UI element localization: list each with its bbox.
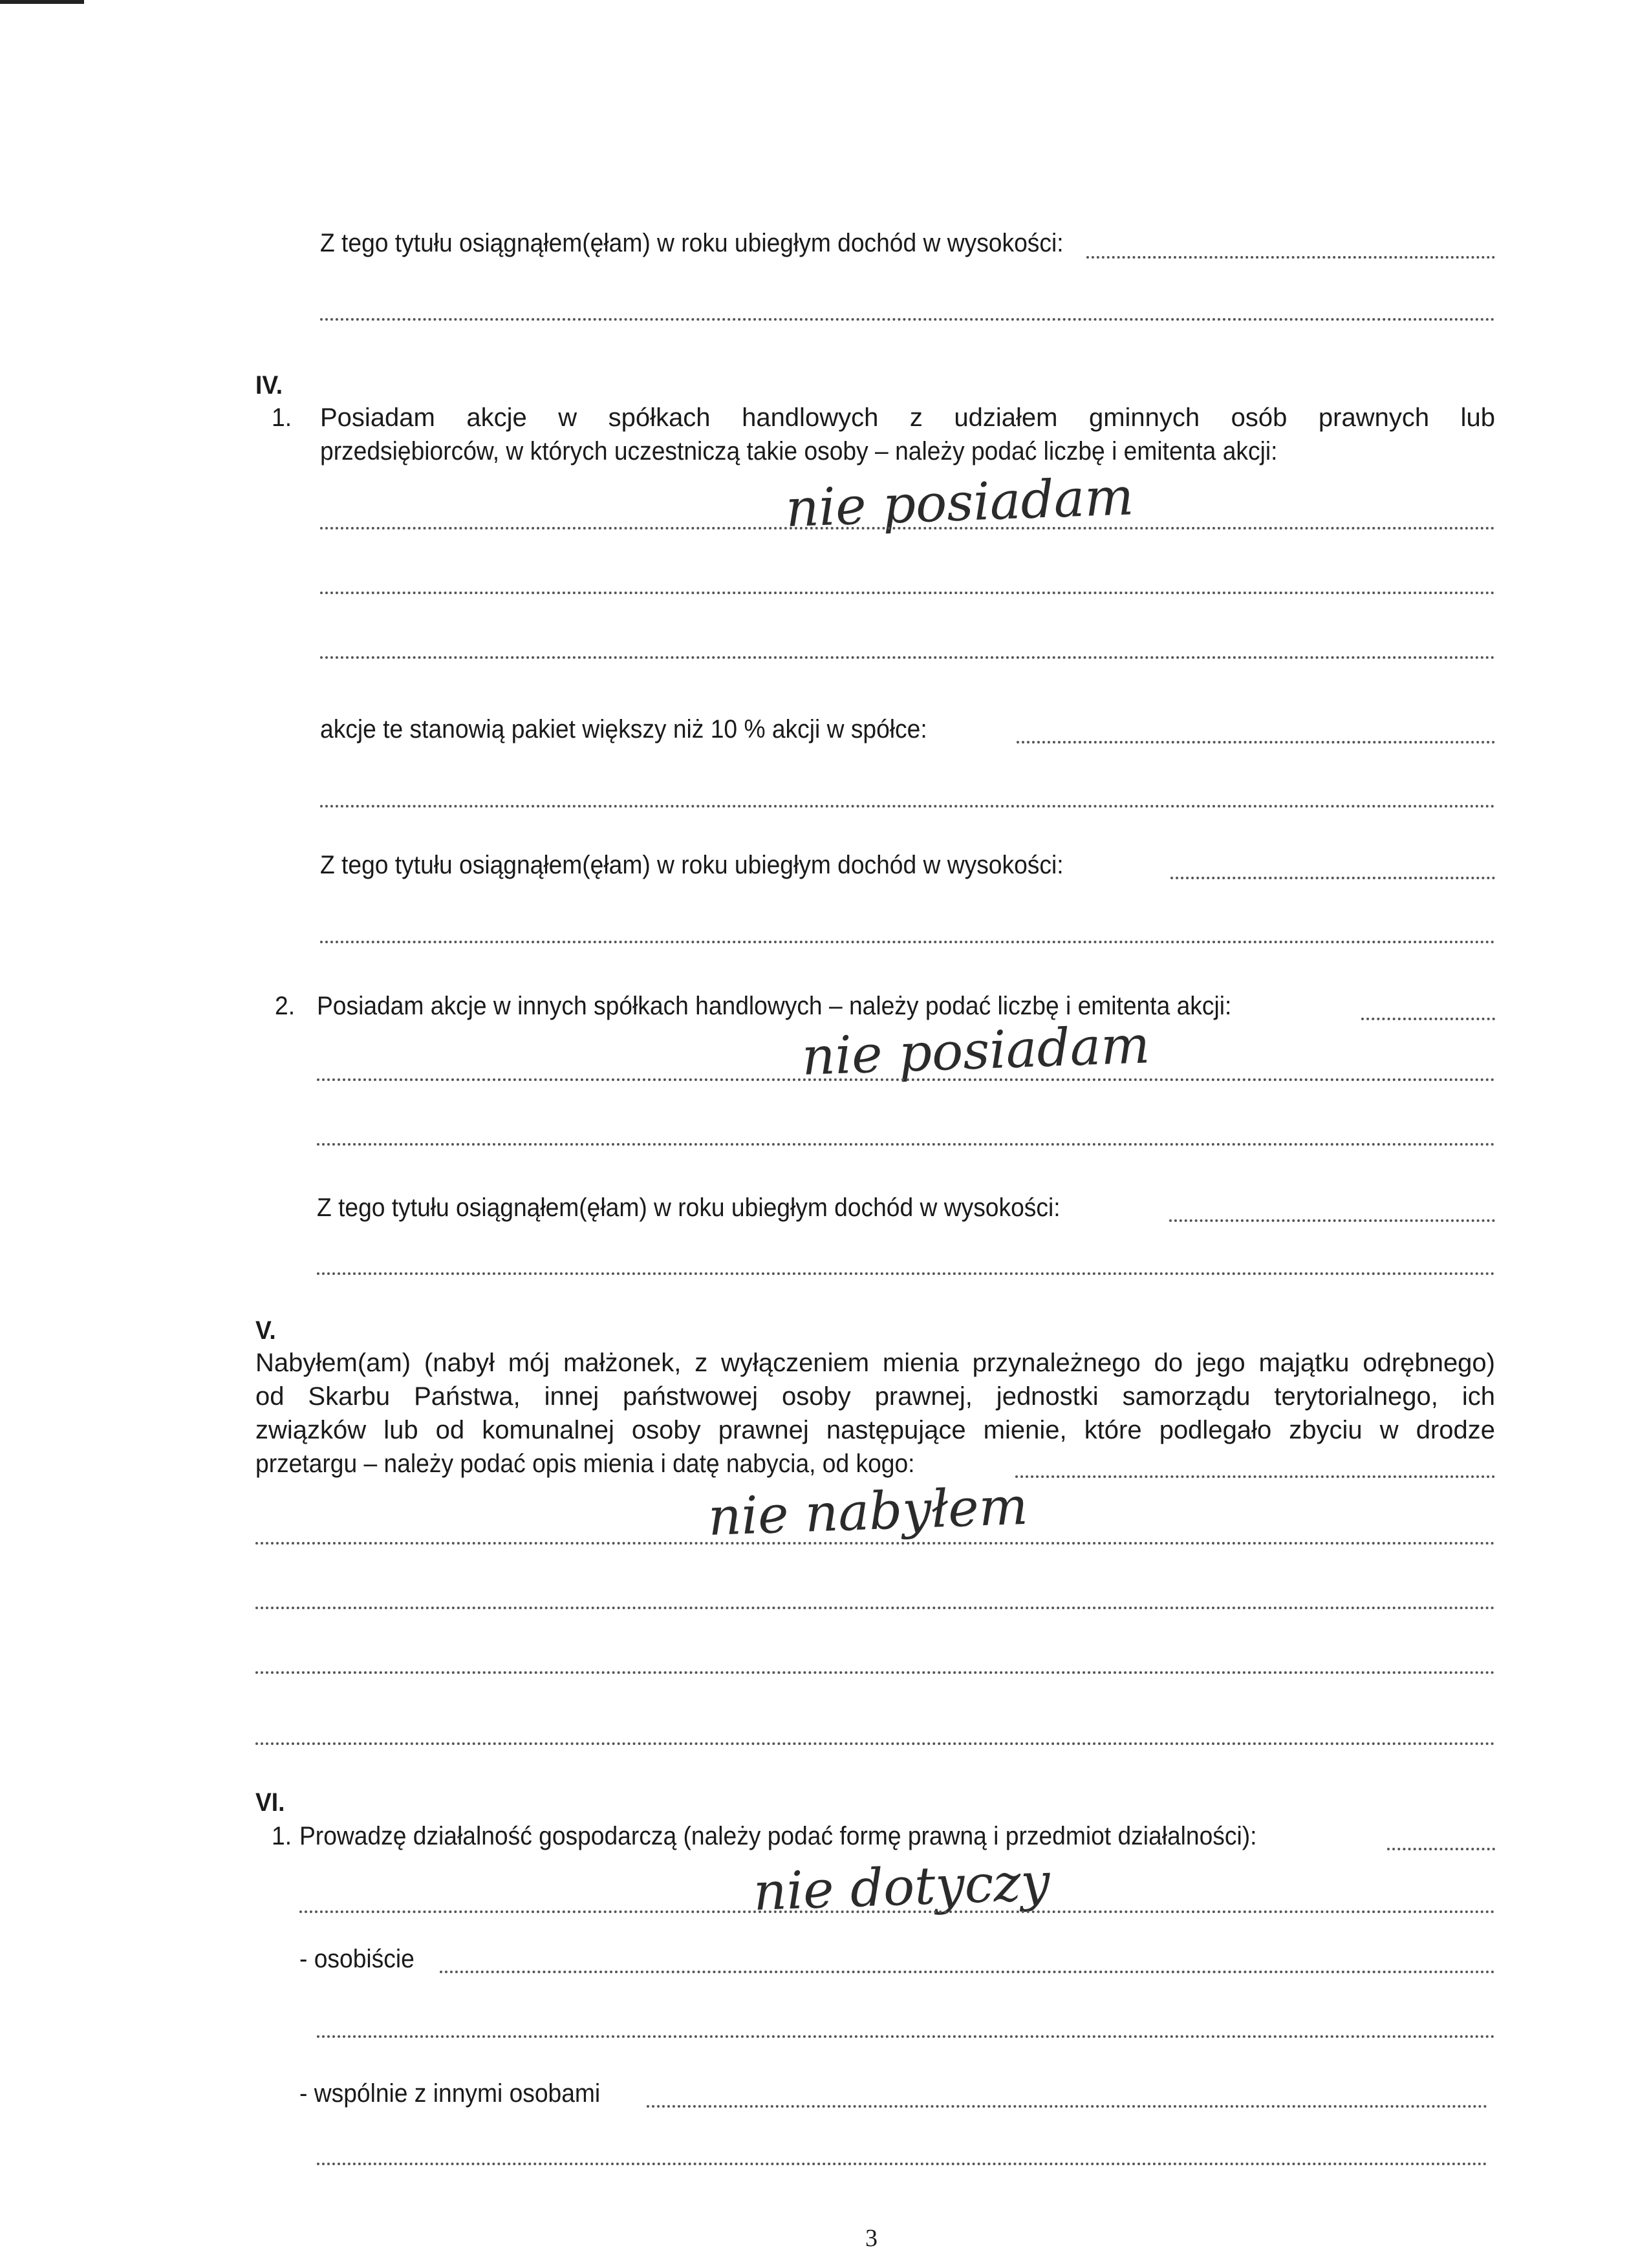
section-iv-item1-text-2: przedsiębiorców, w których uczestniczą takie osoby – należy podać liczbę i emitenta akcji: <box>320 437 1278 465</box>
section-iv-item2-fill[interactable] <box>1361 1018 1495 1020</box>
section-v-fill[interactable] <box>1015 1475 1495 1478</box>
section-v-text-1: Nabyłem(am) (nabył mój małżonek, z wyłączeniem mienia przynależnego do jego majątku odrębnego) <box>255 1349 1495 1377</box>
section-iv-item2-fill-3[interactable] <box>317 1143 1495 1146</box>
section-iv-item1-income-fill[interactable] <box>1170 877 1495 879</box>
scan-edge-mark <box>0 0 84 4</box>
section-iv-item1-handwritten: nie posiadam <box>784 466 1135 539</box>
section-iv-pakiet-line: akcje te stanowią pakiet większy niż 10 % akcji w spółce: <box>320 715 927 744</box>
top-income-line: Z tego tytułu osiągnąłem(ęłam) w roku ubiegłym dochód w wysokości: <box>320 229 1064 257</box>
section-iv-item1-num: 1. <box>272 403 292 432</box>
section-iv-item2-income-fill[interactable] <box>1169 1219 1495 1222</box>
section-iv-label: IV. <box>255 371 283 400</box>
section-iv-item1-income-fill-2[interactable] <box>320 941 1495 943</box>
section-v-text-3: związków lub od komunalnej osoby prawnej następujące mienie, które podlegało zbyciu w drodze <box>255 1416 1495 1444</box>
page-number: 3 <box>865 2225 878 2252</box>
section-iv-item1-text-1: Posiadam akcje w spółkach handlowych z udziałem gminnych osób prawnych lub <box>320 403 1495 432</box>
section-iv-item2-fill-2[interactable] <box>317 1078 1495 1081</box>
top-income-fill-2[interactable] <box>320 318 1495 321</box>
section-iv-item2-income-fill-2[interactable] <box>317 1272 1495 1275</box>
section-iv-pakiet-fill[interactable] <box>1017 741 1495 744</box>
section-vi-osobiscie-fill[interactable] <box>440 1971 1495 1973</box>
section-vi-wspolnie-label: - wspólnie z innymi osobami <box>299 2079 601 2108</box>
section-v-fill-4[interactable] <box>255 1671 1495 1674</box>
section-iv-item1-fill-2[interactable] <box>320 592 1495 594</box>
section-iv-item1-fill-1[interactable] <box>320 527 1495 530</box>
section-v-text-4: przetargu – należy podać opis mienia i datę nabycia, od kogo: <box>255 1450 915 1478</box>
section-iv-item1-income-line: Z tego tytułu osiągnąłem(ęłam) w roku ubiegłym dochód w wysokości: <box>320 851 1064 879</box>
section-vi-osobiscie-fill-2[interactable] <box>317 2035 1495 2038</box>
section-vi-label: VI. <box>255 1788 285 1817</box>
section-iv-item2-income-line: Z tego tytułu osiągnąłem(ęłam) w roku ubiegłym dochód w wysokości: <box>317 1193 1061 1222</box>
section-vi-item1-fill[interactable] <box>1387 1848 1495 1850</box>
section-vi-wspolnie-fill[interactable] <box>647 2105 1487 2108</box>
top-income-fill[interactable] <box>1086 256 1495 259</box>
section-v-fill-5[interactable] <box>255 1742 1495 1745</box>
section-v-label: V. <box>255 1316 276 1345</box>
section-v-handwritten: nie nabyłem <box>707 1475 1029 1547</box>
section-iv-item2-num: 2. <box>275 992 296 1020</box>
section-iv-item2-handwritten: nie posiadam <box>801 1014 1151 1087</box>
section-vi-handwritten: nie dotyczy <box>752 1852 1051 1922</box>
section-iv-item2-text: Posiadam akcje w innych spółkach handlowych – należy podać liczbę i emitenta akcji: <box>317 992 1232 1020</box>
section-vi-osobiscie-label: - osobiście <box>299 1945 415 1973</box>
section-v-fill-2[interactable] <box>255 1542 1495 1545</box>
section-vi-item1-num: 1. <box>272 1822 292 1850</box>
section-vi-fill-2[interactable] <box>299 1910 1495 1913</box>
section-iv-item1-fill-3[interactable] <box>320 656 1495 659</box>
section-vi-wspolnie-fill-2[interactable] <box>317 2163 1487 2165</box>
section-vi-item1-text: Prowadzę działalność gospodarczą (należy podać formę prawną i przedmiot działalności): <box>299 1822 1257 1850</box>
section-iv-pakiet-fill-2[interactable] <box>320 805 1495 808</box>
section-v-text-2: od Skarbu Państwa, innej państwowej osoby prawnej, jednostki samorządu terytorialnego, ich <box>255 1382 1495 1411</box>
section-v-fill-3[interactable] <box>255 1607 1495 1609</box>
